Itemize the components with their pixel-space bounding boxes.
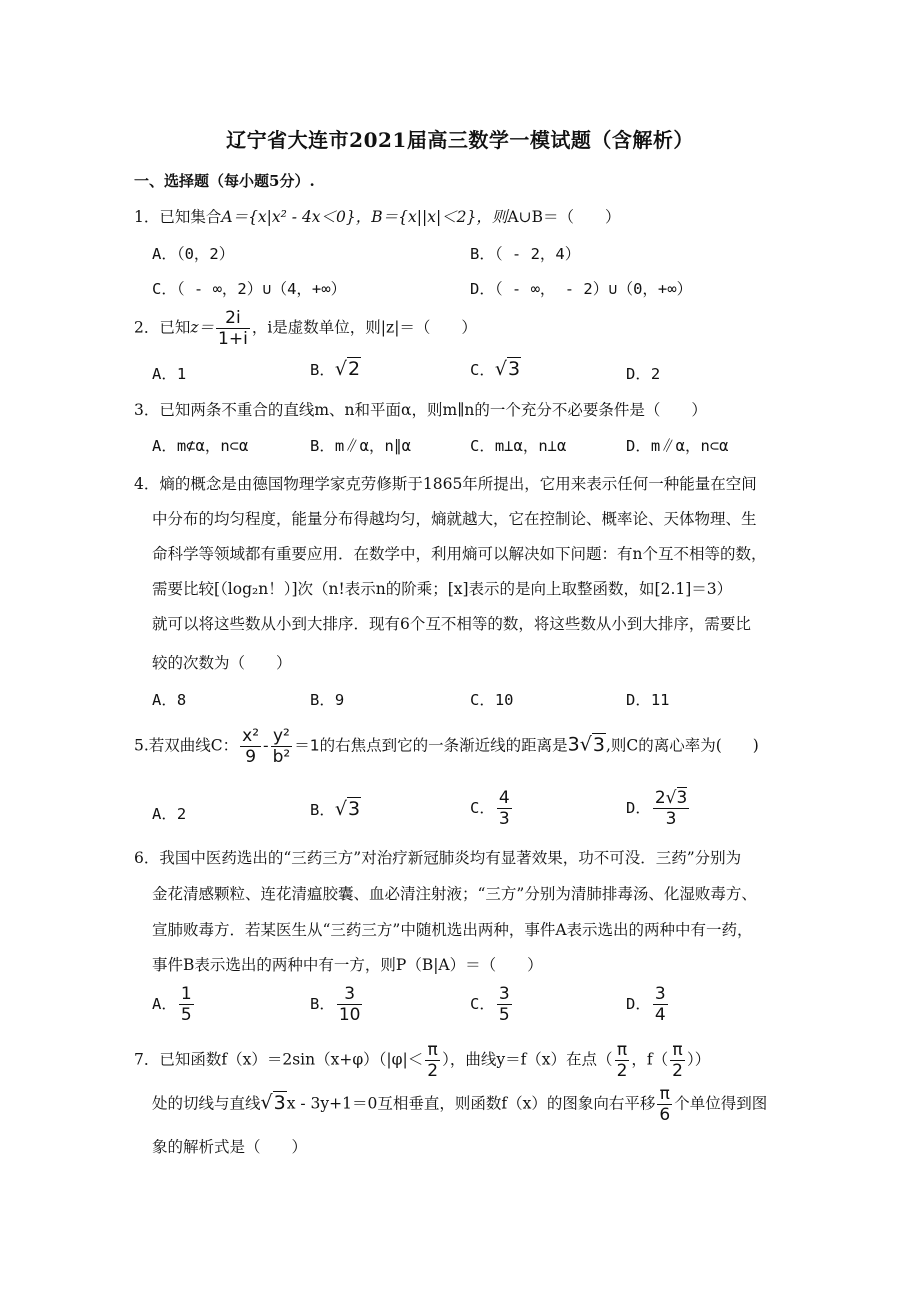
question-6-line-4: 事件B表示选出的两种中有一方，则P（B|A）＝（ ） (152, 956, 543, 974)
fraction: $\frac{1}{5}$ (180, 984, 192, 1025)
question-5-stem: 5.若双曲线C： $\frac{\text{x²}}{9}$ - $\frac{\text{y²}}{\text{b²}}$ ＝1的右焦点到它的一条渐近线的距离是3√3,则C的离心率为( ) (134, 726, 759, 767)
question-3-option-b: B．m∥α，n∥α (310, 437, 411, 455)
question-3-option-c: C．m⊥α，n⊥α (470, 437, 567, 455)
question-6-option-c: C． $\frac{3}{5}$ (470, 984, 510, 1025)
fraction: $\frac{\pi}{2}$ (616, 1040, 628, 1081)
question-6-option-b: B． $\frac{3}{10}$ (310, 984, 361, 1025)
fraction: $\frac{2i}{1+i}$ (218, 308, 248, 349)
fraction: $\frac{\pi}{2}$ (672, 1040, 683, 1081)
question-4-option-c: C．10 (470, 691, 514, 709)
question-5-option-d: D． $\frac{2√3}{3}$ (626, 788, 688, 829)
square-root: √3 (494, 358, 521, 380)
question-4-line-6: 较的次数为（ ） (152, 654, 292, 672)
fraction: $\frac{\pi}{6}$ (659, 1084, 671, 1125)
fraction: $\frac{3}{10}$ (338, 984, 361, 1025)
fraction: $\frac{\pi}{2}$ (427, 1040, 439, 1081)
question-4-line-2: 中分布的均匀程度，能量分布得越均匀，熵就越大，它在控制论、概率论、天体物理、生 (152, 510, 757, 528)
question-2-stem: 2．已知z＝ $\frac{2i}{1+i}$ ，i是虚数单位，则|z|＝（ ） (134, 308, 477, 349)
question-5-option-a: A．2 (152, 805, 187, 823)
question-7-line-1: 7．已知函数f（x）＝2sin（x+φ）（|φ|＜ $\frac{\pi}{2}$ ），曲线y＝f（x）在点（ $\frac{\pi}{2}$ ，f（ $\frac{\pi}{2}$ ）） (134, 1040, 711, 1081)
question-3-option-d: D．m∥α，n⊂α (626, 437, 729, 455)
question-5-option-b: B．√3 (310, 798, 361, 820)
question-2-option-d: D．2 (626, 365, 661, 383)
question-4-option-d: D．11 (626, 691, 670, 709)
question-6-option-d: D． $\frac{3}{4}$ (626, 984, 666, 1025)
square-root: √3 (260, 1091, 286, 1114)
question-4-line-4: 需要比较[（log₂n！）]次（n!表示n的阶乘；[x]表示的是向上取整函数，如[2.1]＝3） (152, 580, 733, 598)
question-1-option-d: D．（ - ∞， - 2）∪（0，+∞） (470, 280, 693, 298)
question-1-stem: 1．已知集合A＝{x|x² - 4x＜0}，B＝{x||x|＜2}，则A∪B＝（ ） (134, 208, 621, 226)
question-1-option-c: C．（ - ∞，2）∪（4，+∞） (152, 280, 347, 298)
question-6-line-2: 金花清感颗粒、连花清瘟胶囊、血必清注射液；“三方”分别为清肺排毒汤、化湿败毒方、 (152, 885, 757, 903)
square-root: √2 (334, 358, 361, 380)
question-7-line-2: 处的切线与直线√3x - 3y+1＝0互相垂直，则函数f（x）的图象向右平移 $\frac{\pi}{6}$ 个单位得到图 (152, 1084, 768, 1125)
question-6-line-1: 6．我国中医药选出的“三药三方”对治疗新冠肺炎均有显著效果，功不可没．三药”分别为 (134, 849, 742, 867)
question-6-option-a: A． $\frac{1}{5}$ (152, 984, 192, 1025)
fraction: $\frac{\text{y²}}{\text{b²}}$ (272, 726, 291, 767)
question-6-line-3: 宣肺败毒方．若某医生从“三药三方”中随机选出两种，事件A表示选出的两种中有一药， (152, 921, 753, 939)
question-3-stem: 3．已知两条不重合的直线m、n和平面α，则m∥n的一个充分不必要条件是（ ） (134, 401, 707, 419)
question-5-option-c: C． $\frac{4}{3}$ (470, 788, 510, 829)
fraction: $\frac{4}{3}$ (498, 788, 510, 829)
question-2-option-b: B．√2 (310, 358, 361, 380)
question-4-line-3: 命科学等领域都有重要应用．在数学中，利用熵可以解决如下问题：有n个互不相等的数， (152, 545, 767, 563)
question-4-option-a: A．8 (152, 691, 187, 709)
question-4-line-1: 4．熵的概念是由德国物理学家克劳修斯于1865年所提出，它用来表示任何一种能量在空间 (134, 475, 757, 493)
question-4-line-5: 就可以将这些数从小到大排序．现有6个互不相等的数，将这些数从小到大排序，需要比 (152, 615, 751, 633)
fraction: $\frac{3}{4}$ (654, 984, 666, 1025)
question-2-option-c: C．√3 (470, 358, 521, 380)
page-title: 辽宁省大连市2021届高三数学一模试题（含解析） (226, 128, 694, 152)
question-1-option-b: B．（ - 2，4） (470, 245, 581, 263)
question-3-option-a: A．m⊄α，n⊂α (152, 437, 249, 455)
fraction: $\frac{\text{x²}}{9}$ (242, 726, 260, 767)
fraction: $\frac{3}{5}$ (498, 984, 510, 1025)
section-heading: 一、选择题（每小题5分）. (134, 172, 315, 190)
question-4-option-b: B．9 (310, 691, 345, 709)
question-2-option-a: A．1 (152, 365, 187, 383)
square-root: √3 (579, 733, 605, 756)
question-1-option-a: A．（0，2） (152, 245, 235, 263)
question-7-line-3: 象的解析式是（ ） (152, 1138, 308, 1156)
square-root: √3 (334, 798, 361, 820)
fraction: $\frac{2√3}{3}$ (654, 788, 688, 829)
